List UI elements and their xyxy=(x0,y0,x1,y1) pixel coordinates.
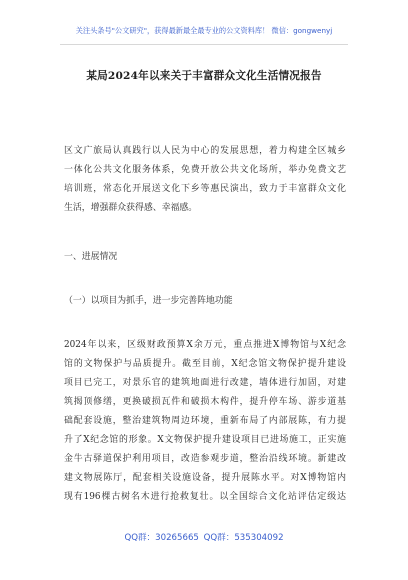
section-heading: 一、进展情况 xyxy=(64,252,118,262)
document-title: 某局2024年以来关于丰富群众文化生活情况报告 xyxy=(86,70,322,82)
paragraph-line: 现有196棵古树名木进行抢救复壮。以全国综合文化站评估定级达 xyxy=(64,492,346,502)
intro-paragraph xyxy=(64,142,346,218)
paragraph-line: 生活，增强群众获得感、幸福感。 xyxy=(64,203,198,213)
paragraph-line: 筑揭顶修缮，更换破损瓦件和破损木构件，提升停车场、游步道基 xyxy=(64,397,346,407)
paragraph-line: 础配套设施，整治建筑物周边环境，重新布局了内部展陈，有力提 xyxy=(64,416,346,426)
body-paragraph xyxy=(64,336,346,507)
header-divider xyxy=(60,44,348,45)
paragraph-line: 一体化公共文化服务体系，免费开放公共文化场所，举办免费文艺 xyxy=(64,165,346,175)
paragraph-line: 升了X纪念馆的形象。X文物保护提升建设项目已进场施工，正实施 xyxy=(64,435,346,445)
paragraph-line: 2024年以来，区级财政预算X余万元，重点推进X博物馆与X纪念 xyxy=(64,340,346,350)
paragraph-line: 建文物展陈厅，配套相关设施设备，提升展陈水平。对X博物馆内 xyxy=(64,473,346,483)
paragraph-line: 馆的文物保护与品质提升。截至目前，X纪念馆文物保护提升建设 xyxy=(64,359,346,369)
subsection-heading: （一）以项目为抓手，进一步完善阵地功能 xyxy=(64,296,233,306)
header-banner: 关注头条号"公文研究"，获得最新最全最专业的公文资料库！ 微信：gongwenyj xyxy=(75,26,333,35)
paragraph-line: 金牛古驿道保护利用项目，改造参观步道，整治沿线环境。新建改 xyxy=(64,454,346,464)
paragraph-line: 区文广旅局认真践行以人民为中心的发展思想，着力构建全区城乡 xyxy=(64,146,346,156)
footer-contact: QQ群：30265665 QQ群：535304092 xyxy=(124,533,284,543)
paragraph-line: 培训班，常态化开展送文化下乡等惠民演出，致力于丰富群众文化 xyxy=(64,184,346,194)
paragraph-line: 项目已完工，对景乐官的建筑地面进行改建，墙体进行加固，对建 xyxy=(64,378,346,388)
